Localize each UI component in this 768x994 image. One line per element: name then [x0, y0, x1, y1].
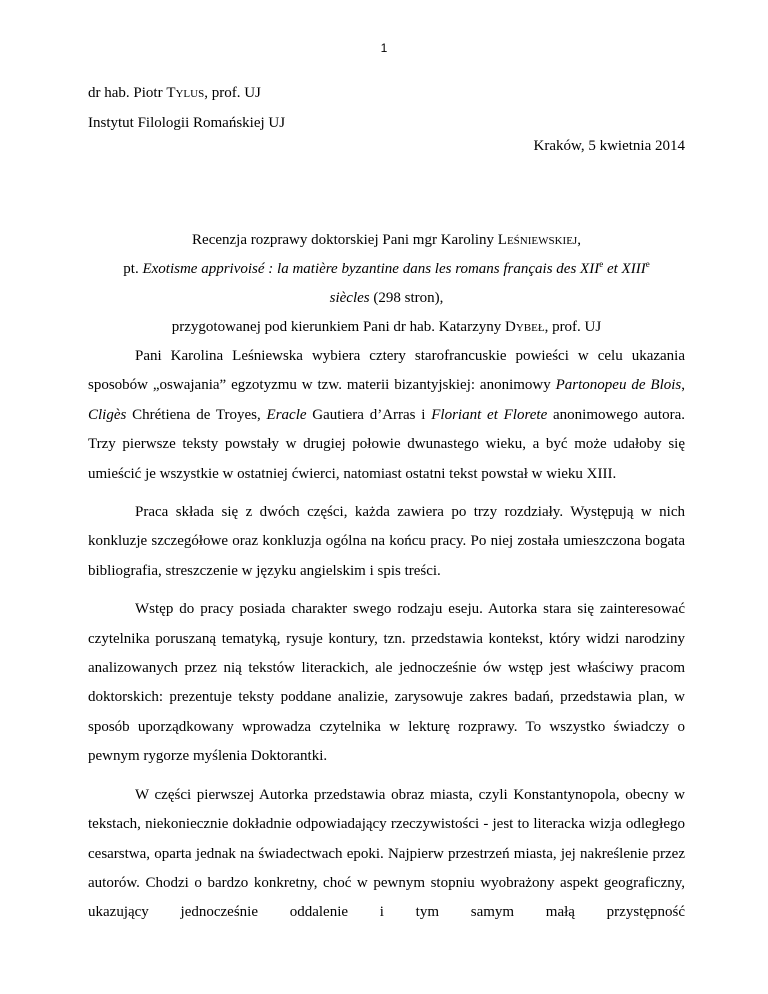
- title-sup-2: e: [645, 259, 650, 269]
- paragraph-3: Wstęp do pracy posiada charakter swego rodzaju eseju. Autorka stara się zainteresować czytelnika poruszaną tematyką, rysuje kontury, tzn. przedstawia kontekst, który widzi narodziny analizowanych przez nią tekstów literackich, ale jednocześnie ów wstęp jest właściwy pracom doktorskich: prezentuje teksty poddane analizie, zarysowuje zakres badań, przedstawia plan, w sposób uporządkowany wprowadza czytelnika w lekturę rozprawy. To wszystko świadczy o pewnym rygorze myślenia Doktorantki.: [88, 601, 685, 765]
- work-partonopeu: Partonopeu de Blois: [555, 377, 682, 394]
- p1-text-5: anonimowego autora. Trzy pierwsze teksty powstały w drugiej połowie dwunastego wieku, a być może udałoby się umieścić je wszystkie w ostatniej ćwierci, natomiast ostatni tekst powstał w wieku XIII.: [88, 406, 685, 482]
- p1-text-2: ,: [681, 377, 685, 394]
- supervisor-suffix: , prof. UJ: [544, 319, 602, 335]
- supervisor-surname: Dybeł: [505, 319, 545, 335]
- author-name: [88, 78, 285, 108]
- candidate-surname: Leśniewskiej: [497, 232, 578, 248]
- review-body: [88, 342, 685, 937]
- title-line-2: [88, 255, 685, 284]
- paragraph-2: Praca składa się z dwóch części, każda zawiera po trzy rozdziały. Występują w nich konkluzje szczegółowe oraz konkluzja ogólna na końcu pracy. Po niej została umieszczona bogata bibliografia, streszczenie w języku angielskim i spis treści.: [88, 504, 685, 579]
- work-eracle: Eracle: [266, 406, 307, 423]
- dissertation-title-end: siècles: [329, 290, 370, 306]
- author-prefix: dr hab. Piotr: [88, 85, 167, 101]
- dissertation-title: Exotisme apprivoisé : la matière byzantine dans les romans français des XII: [142, 261, 600, 277]
- p1-text-3: Chrétiena de Troyes,: [126, 406, 267, 423]
- title-line-1: [88, 226, 685, 255]
- page-number: 1: [380, 41, 388, 55]
- date-line: Kraków, 5 kwietnia 2014: [533, 138, 685, 154]
- review-title: [88, 226, 685, 342]
- title-line2-prefix: pt.: [123, 261, 143, 277]
- author-surname: Tylus: [166, 85, 205, 101]
- title-line1-prefix: Recenzja rozprawy doktorskiej Pani mgr Karoliny: [192, 232, 498, 248]
- page-count: (298 stron),: [369, 290, 444, 306]
- p1-text-1: Pani Karolina Leśniewska wybiera cztery starofrancuskie powieści w celu ukazania sposobów „oswajania” egzotyzmu w tzw. materii bizantyjskiej: anonimowy: [88, 348, 685, 394]
- title-line1-suffix: ,: [577, 232, 581, 248]
- dissertation-title-cont: et XIII: [603, 261, 646, 277]
- supervisor-prefix: przygotowanej pod kierunkiem Pani dr hab. Katarzyny: [171, 319, 505, 335]
- author-block: [88, 78, 285, 138]
- author-institute: Instytut Filologii Romańskiej UJ: [88, 115, 286, 131]
- author-suffix: , prof. UJ: [204, 85, 261, 101]
- paragraph-4: W części pierwszej Autorka przedstawia obraz miasta, czyli Konstantynopola, obecny w tekstach, niekoniecznie dokładnie odpowiadający rzeczywistości - jest to literacka wizja odległego cesarstwa, oparta jednak na świadectwach epoki. Najpierw przestrzeń miasta, jej nakreślenie przez autorów. Chodzi o bardzo konkretny, choć w pewnym stopniu wyobrażony aspekt geograficzny, ukazujący jednocześnie oddalenie i tym samym małą przystępność: [88, 786, 685, 921]
- title-line-3: [88, 284, 685, 313]
- title-line-4: [88, 313, 685, 342]
- title-sup-1: e: [599, 259, 604, 269]
- work-floriant: Floriant et Florete: [431, 406, 548, 423]
- p1-text-4: Gautiera d’Arras i: [306, 406, 432, 423]
- work-cliges: Cligès: [88, 406, 127, 423]
- paragraph-1: [88, 342, 685, 489]
